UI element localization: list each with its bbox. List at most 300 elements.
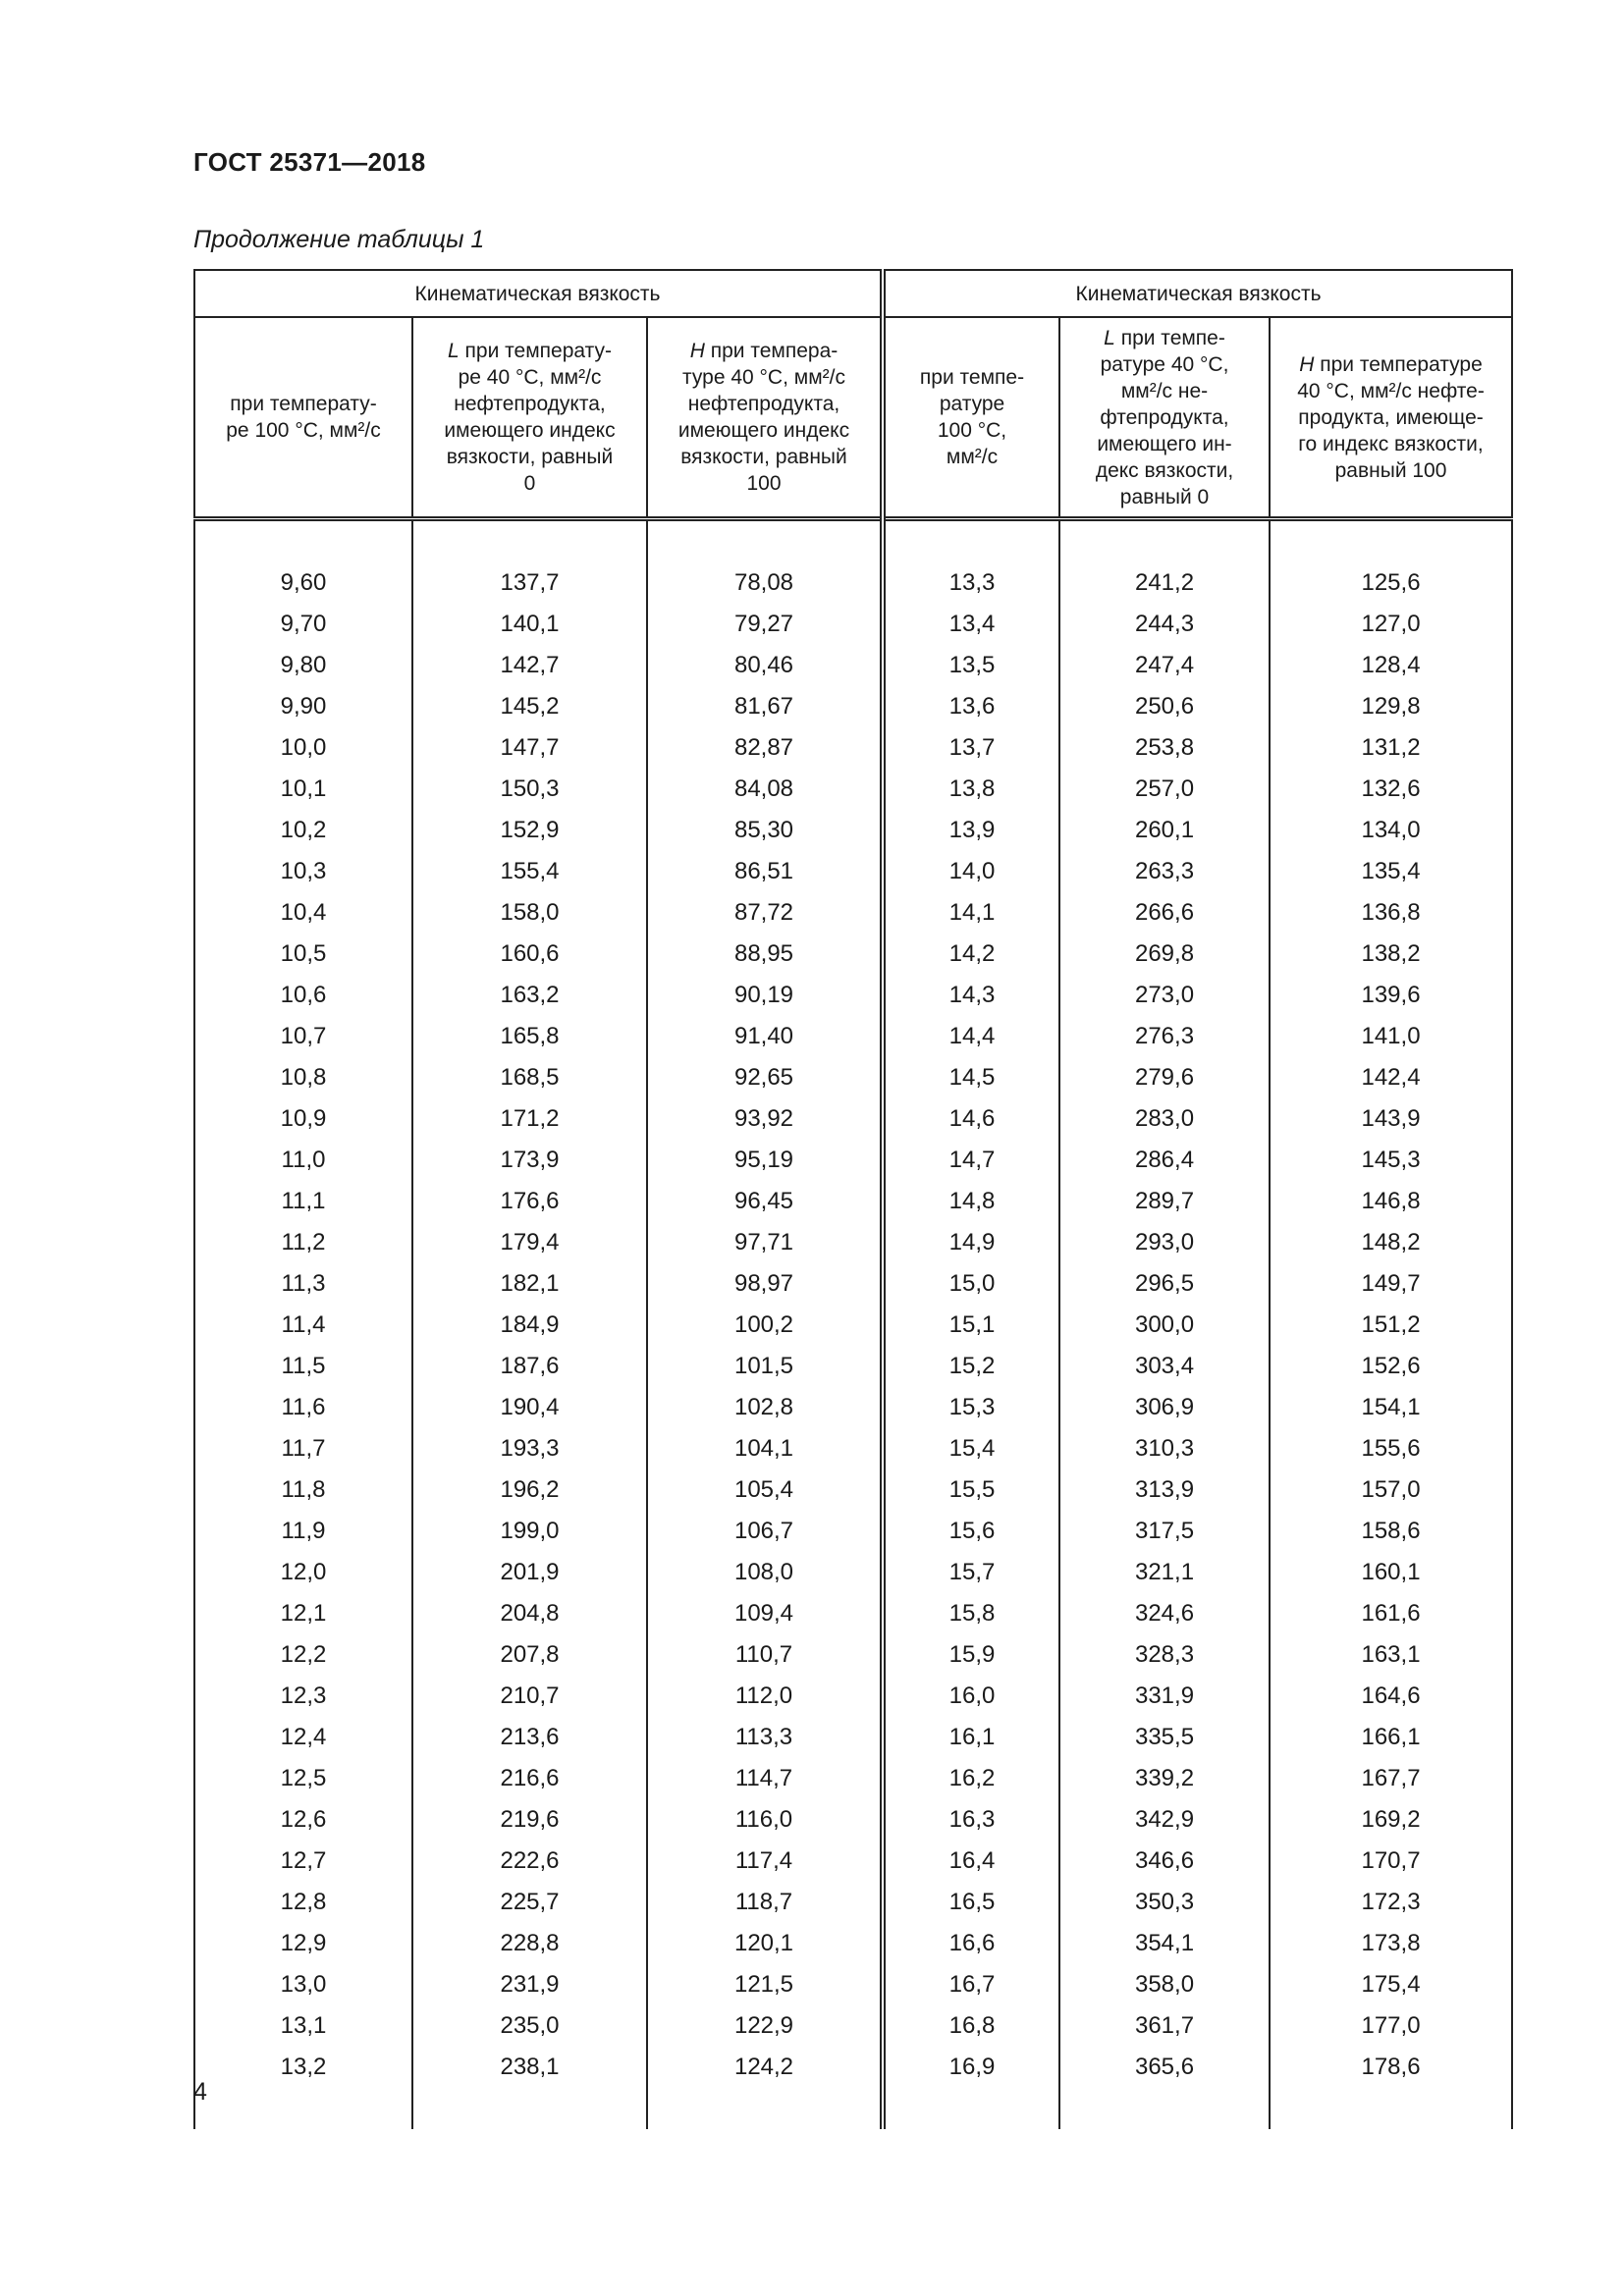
table-row [194, 1387, 1512, 1428]
table-cell: 168,5 [412, 1057, 647, 1098]
table-group-header-row [194, 270, 1512, 317]
table-cell: 145,3 [1270, 1140, 1512, 1181]
table-row [194, 1346, 1512, 1387]
table-row [194, 1593, 1512, 1634]
spacer-cell [883, 2088, 1059, 2129]
table-cell: 11,8 [194, 1469, 412, 1511]
table-cell: 10,7 [194, 1016, 412, 1057]
table-row [194, 1676, 1512, 1717]
table-row [194, 1717, 1512, 1758]
table-row [194, 1758, 1512, 1799]
table-cell: 15,0 [883, 1263, 1059, 1305]
column-header-line: равный 100 [1334, 458, 1447, 482]
table-cell: 12,4 [194, 1717, 412, 1758]
table-cell: 138,2 [1270, 934, 1512, 975]
table-cell: 222,6 [412, 1841, 647, 1882]
table-cell: 342,9 [1059, 1799, 1270, 1841]
table-cell: 110,7 [647, 1634, 883, 1676]
table-row [194, 1469, 1512, 1511]
group-header-left: Кинематическая вязкость [194, 270, 883, 317]
table-cell: 140,1 [412, 604, 647, 645]
table-cell: 122,9 [647, 2005, 883, 2047]
spacer-cell [412, 2088, 647, 2129]
table-cell: 155,6 [1270, 1428, 1512, 1469]
spacer-cell [883, 519, 1059, 563]
table-cell: 182,1 [412, 1263, 647, 1305]
table-cell: 324,6 [1059, 1593, 1270, 1634]
table-cell: 204,8 [412, 1593, 647, 1634]
table-cell: 365,6 [1059, 2047, 1270, 2088]
table-cell: 269,8 [1059, 934, 1270, 975]
table-cell: 137,7 [412, 562, 647, 604]
table-cell: 78,08 [647, 562, 883, 604]
table-cell: 350,3 [1059, 1882, 1270, 1923]
table-row [194, 645, 1512, 686]
table-cell: 113,3 [647, 1717, 883, 1758]
table-cell: 82,87 [647, 727, 883, 769]
table-cell: 91,40 [647, 1016, 883, 1057]
column-header-1 [194, 317, 412, 519]
column-header-line: мм²/с [946, 446, 999, 468]
table-cell: 11,6 [194, 1387, 412, 1428]
table-cell: 149,7 [1270, 1263, 1512, 1305]
table-cell: 169,2 [1270, 1799, 1512, 1841]
group-header-right: Кинематическая вязкость [883, 270, 1512, 317]
document-code: ГОСТ 25371—2018 [193, 147, 426, 177]
table-cell: 92,65 [647, 1057, 883, 1098]
table-cell: 321,1 [1059, 1552, 1270, 1593]
table-cell: 117,4 [647, 1841, 883, 1882]
table-cell: 179,4 [412, 1222, 647, 1263]
table-caption: Продолжение таблицы 1 [193, 226, 485, 253]
table-cell: 279,6 [1059, 1057, 1270, 1098]
table-cell: 15,5 [883, 1469, 1059, 1511]
table-cell: 296,5 [1059, 1263, 1270, 1305]
table-row [194, 769, 1512, 810]
table-cell: 177,0 [1270, 2005, 1512, 2047]
table-cell: 164,6 [1270, 1676, 1512, 1717]
table-cell: 339,2 [1059, 1758, 1270, 1799]
table-cell: 10,9 [194, 1098, 412, 1140]
table-cell: 10,1 [194, 769, 412, 810]
table-cell: 139,6 [1270, 975, 1512, 1016]
table-cell: 213,6 [412, 1717, 647, 1758]
table-cell: 141,0 [1270, 1016, 1512, 1057]
spacer-cell [1059, 519, 1270, 563]
table-cell: 80,46 [647, 645, 883, 686]
table-cell: 163,2 [412, 975, 647, 1016]
table-cell: 12,5 [194, 1758, 412, 1799]
table-cell: 13,8 [883, 769, 1059, 810]
table-cell: 310,3 [1059, 1428, 1270, 1469]
table-row [194, 2005, 1512, 2047]
table-cell: 101,5 [647, 1346, 883, 1387]
column-header-line: нефтепродукта, [454, 393, 606, 415]
table-row [194, 1016, 1512, 1057]
page-number: 4 [193, 2078, 207, 2106]
table-cell: 84,08 [647, 769, 883, 810]
column-header-line: продукта, имеюще- [1298, 405, 1484, 429]
table-cell: 14,8 [883, 1181, 1059, 1222]
table-row [194, 1552, 1512, 1593]
table-cell: 172,3 [1270, 1882, 1512, 1923]
table-cell: 143,9 [1270, 1098, 1512, 1140]
table-cell: 13,3 [883, 562, 1059, 604]
table-cell: 210,7 [412, 1676, 647, 1717]
table-cell: 9,60 [194, 562, 412, 604]
table-cell: 152,9 [412, 810, 647, 851]
table-cell: 163,1 [1270, 1634, 1512, 1676]
table-cell: 354,1 [1059, 1923, 1270, 1964]
spacer-cell [194, 519, 412, 563]
table-cell: 121,5 [647, 1964, 883, 2005]
table-cell: 11,4 [194, 1305, 412, 1346]
table-cell: 293,0 [1059, 1222, 1270, 1263]
column-header-line: имеющего ин- [1097, 432, 1232, 455]
table-cell: 263,3 [1059, 851, 1270, 892]
table-row [194, 1263, 1512, 1305]
table-cell: 128,4 [1270, 645, 1512, 686]
table-cell: 124,2 [647, 2047, 883, 2088]
table-cell: 190,4 [412, 1387, 647, 1428]
table-cell: 187,6 [412, 1346, 647, 1387]
column-header-line: L при темпе- [1104, 326, 1225, 349]
column-header-line: ратуре [939, 393, 1005, 415]
table-row [194, 892, 1512, 934]
table-cell: 135,4 [1270, 851, 1512, 892]
table-cell: 161,6 [1270, 1593, 1512, 1634]
spacer-cell [1270, 2088, 1512, 2129]
column-header-3 [647, 317, 883, 519]
table-cell: 160,1 [1270, 1552, 1512, 1593]
table-cell: 155,4 [412, 851, 647, 892]
table-cell: 16,0 [883, 1676, 1059, 1717]
table-cell: 142,4 [1270, 1057, 1512, 1098]
table-row [194, 1841, 1512, 1882]
table-cell: 85,30 [647, 810, 883, 851]
table-row [194, 1428, 1512, 1469]
table-column-header-row [194, 317, 1512, 519]
table-cell: 15,7 [883, 1552, 1059, 1593]
table-cell: 14,2 [883, 934, 1059, 975]
table-cell: 11,5 [194, 1346, 412, 1387]
table-cell: 176,6 [412, 1181, 647, 1222]
table-cell: 12,3 [194, 1676, 412, 1717]
table-cell: 166,1 [1270, 1717, 1512, 1758]
table-cell: 358,0 [1059, 1964, 1270, 2005]
column-header-line: 100 [746, 472, 782, 495]
table-cell: 129,8 [1270, 686, 1512, 727]
table-row [194, 1964, 1512, 2005]
column-header-line: H при темпера- [689, 340, 839, 362]
table-row [194, 975, 1512, 1016]
table-cell: 132,6 [1270, 769, 1512, 810]
column-header-line: при темпе- [919, 366, 1025, 389]
table-cell: 178,6 [1270, 2047, 1512, 2088]
table-row [194, 1305, 1512, 1346]
table-cell: 14,3 [883, 975, 1059, 1016]
table-row [194, 1057, 1512, 1098]
table-row [194, 604, 1512, 645]
table-cell: 266,6 [1059, 892, 1270, 934]
table-cell: 97,71 [647, 1222, 883, 1263]
table-row [194, 727, 1512, 769]
table-cell: 14,1 [883, 892, 1059, 934]
table-cell: 335,5 [1059, 1717, 1270, 1758]
table-cell: 12,0 [194, 1552, 412, 1593]
table-cell: 196,2 [412, 1469, 647, 1511]
table-cell: 317,5 [1059, 1511, 1270, 1552]
table-cell: 16,1 [883, 1717, 1059, 1758]
table-cell: 13,7 [883, 727, 1059, 769]
table-cell: 9,90 [194, 686, 412, 727]
table-cell: 199,0 [412, 1511, 647, 1552]
table-cell: 15,4 [883, 1428, 1059, 1469]
table-cell: 201,9 [412, 1552, 647, 1593]
table-cell: 219,6 [412, 1799, 647, 1841]
table-cell: 16,8 [883, 2005, 1059, 2047]
spacer-cell [412, 519, 647, 563]
table-cell: 253,8 [1059, 727, 1270, 769]
spacer-cell [1059, 2088, 1270, 2129]
table-cell: 90,19 [647, 975, 883, 1016]
table-cell: 13,0 [194, 1964, 412, 2005]
table-cell: 158,6 [1270, 1511, 1512, 1552]
table-cell: 12,1 [194, 1593, 412, 1634]
table-cell: 170,7 [1270, 1841, 1512, 1882]
table-cell: 157,0 [1270, 1469, 1512, 1511]
column-header-line: равный 0 [1119, 485, 1210, 508]
table-cell: 10,8 [194, 1057, 412, 1098]
table-cell: 16,3 [883, 1799, 1059, 1841]
table-cell: 207,8 [412, 1634, 647, 1676]
table-cell: 193,3 [412, 1428, 647, 1469]
table-cell: 151,2 [1270, 1305, 1512, 1346]
table-cell: 12,6 [194, 1799, 412, 1841]
table-cell: 79,27 [647, 604, 883, 645]
column-header-line: декс вязкости, [1095, 458, 1234, 482]
column-header-line: L при температу- [448, 340, 612, 362]
table-cell: 154,1 [1270, 1387, 1512, 1428]
table-cell: 88,95 [647, 934, 883, 975]
table-cell: 13,1 [194, 2005, 412, 2047]
column-header-line: ре 100 °С, мм²/с [226, 419, 381, 442]
column-header-line: ре 40 °С, мм²/с [458, 366, 602, 389]
table-cell: 235,0 [412, 2005, 647, 2047]
table-cell: 104,1 [647, 1428, 883, 1469]
table-cell: 13,5 [883, 645, 1059, 686]
table-cell: 102,8 [647, 1387, 883, 1428]
column-header-2 [412, 317, 647, 519]
table-cell: 15,2 [883, 1346, 1059, 1387]
table-cell: 173,9 [412, 1140, 647, 1181]
table-cell: 303,4 [1059, 1346, 1270, 1387]
table-row [194, 1882, 1512, 1923]
table-cell: 250,6 [1059, 686, 1270, 727]
table-cell: 244,3 [1059, 604, 1270, 645]
table-cell: 108,0 [647, 1552, 883, 1593]
spacer-cell [194, 2088, 412, 2129]
column-header-line: го индекс вязкости, [1298, 432, 1484, 455]
table-cell: 10,2 [194, 810, 412, 851]
table-cell: 16,4 [883, 1841, 1059, 1882]
table-cell: 216,6 [412, 1758, 647, 1799]
table-cell: 11,3 [194, 1263, 412, 1305]
column-header-line: вязкости, равный [680, 446, 847, 468]
table-cell: 87,72 [647, 892, 883, 934]
column-header-line: нефтепродукта, [687, 393, 840, 415]
table-row [194, 1222, 1512, 1263]
table-row [194, 1511, 1512, 1552]
table-cell: 12,9 [194, 1923, 412, 1964]
column-header-6 [1270, 317, 1512, 519]
table-cell: 260,1 [1059, 810, 1270, 851]
table-cell: 231,9 [412, 1964, 647, 2005]
table-cell: 127,0 [1270, 604, 1512, 645]
column-header-line: имеющего индекс [444, 419, 616, 442]
table-cell: 313,9 [1059, 1469, 1270, 1511]
table-cell: 14,9 [883, 1222, 1059, 1263]
table-cell: 131,2 [1270, 727, 1512, 769]
column-header-line: 100 °С, [937, 419, 1007, 442]
table-cell: 225,7 [412, 1882, 647, 1923]
table-cell: 147,7 [412, 727, 647, 769]
table-cell: 14,6 [883, 1098, 1059, 1140]
table-cell: 247,4 [1059, 645, 1270, 686]
table-cell: 171,2 [412, 1098, 647, 1140]
table-row [194, 1181, 1512, 1222]
column-header-line: 0 [523, 472, 536, 495]
table-cell: 81,67 [647, 686, 883, 727]
table-cell: 15,1 [883, 1305, 1059, 1346]
table-cell: 16,2 [883, 1758, 1059, 1799]
table-cell: 228,8 [412, 1923, 647, 1964]
spacer-cell [1270, 519, 1512, 563]
table-cell: 14,5 [883, 1057, 1059, 1098]
table-cell: 11,2 [194, 1222, 412, 1263]
table-cell: 13,6 [883, 686, 1059, 727]
table-row [194, 1634, 1512, 1676]
column-header-line: имеющего индекс [677, 419, 850, 442]
table-cell: 150,3 [412, 769, 647, 810]
table-cell: 134,0 [1270, 810, 1512, 851]
table-cell: 15,8 [883, 1593, 1059, 1634]
column-header-line: фтепродукта, [1100, 405, 1229, 429]
table-cell: 15,6 [883, 1511, 1059, 1552]
column-header-line: H при температуре [1299, 352, 1483, 376]
column-header-line: при температу- [230, 393, 377, 415]
table-cell: 16,5 [883, 1882, 1059, 1923]
table-cell: 15,3 [883, 1387, 1059, 1428]
table-cell: 238,1 [412, 2047, 647, 2088]
table-row [194, 810, 1512, 851]
table-row [194, 1799, 1512, 1841]
table-cell: 257,0 [1059, 769, 1270, 810]
table-cell: 13,2 [194, 2047, 412, 2088]
column-header-line: 40 °С, мм²/с нефте- [1297, 379, 1485, 402]
table-cell: 10,5 [194, 934, 412, 975]
table-body [194, 519, 1512, 2130]
table-cell: 11,0 [194, 1140, 412, 1181]
spacer-cell [647, 519, 883, 563]
table-cell: 346,6 [1059, 1841, 1270, 1882]
table-cell: 9,80 [194, 645, 412, 686]
table-row [194, 562, 1512, 604]
table-cell: 142,7 [412, 645, 647, 686]
table-row [194, 1140, 1512, 1181]
spacer-cell [647, 2088, 883, 2129]
table-cell: 331,9 [1059, 1676, 1270, 1717]
table-cell: 361,7 [1059, 2005, 1270, 2047]
table-cell: 283,0 [1059, 1098, 1270, 1140]
table-cell: 93,92 [647, 1098, 883, 1140]
table-cell: 152,6 [1270, 1346, 1512, 1387]
table-cell: 10,0 [194, 727, 412, 769]
table-cell: 112,0 [647, 1676, 883, 1717]
table-cell: 286,4 [1059, 1140, 1270, 1181]
table-row [194, 851, 1512, 892]
table-cell: 146,8 [1270, 1181, 1512, 1222]
table-cell: 96,45 [647, 1181, 883, 1222]
table-cell: 13,4 [883, 604, 1059, 645]
table-cell: 16,6 [883, 1923, 1059, 1964]
table-cell: 9,70 [194, 604, 412, 645]
table-cell: 145,2 [412, 686, 647, 727]
table-spacer-row [194, 2088, 1512, 2129]
table-cell: 148,2 [1270, 1222, 1512, 1263]
table-cell: 300,0 [1059, 1305, 1270, 1346]
table-cell: 95,19 [647, 1140, 883, 1181]
table-cell: 100,2 [647, 1305, 883, 1346]
table-cell: 328,3 [1059, 1634, 1270, 1676]
table-cell: 118,7 [647, 1882, 883, 1923]
table-cell: 11,1 [194, 1181, 412, 1222]
column-header-line: вязкости, равный [446, 446, 614, 468]
viscosity-table [193, 269, 1513, 2129]
table-cell: 86,51 [647, 851, 883, 892]
table-cell: 12,8 [194, 1882, 412, 1923]
table-cell: 120,1 [647, 1923, 883, 1964]
table-row [194, 1098, 1512, 1140]
table-cell: 160,6 [412, 934, 647, 975]
table-cell: 167,7 [1270, 1758, 1512, 1799]
table-cell: 136,8 [1270, 892, 1512, 934]
table-spacer-row [194, 519, 1512, 563]
table-cell: 165,8 [412, 1016, 647, 1057]
column-header-5 [1059, 317, 1270, 519]
table-cell: 106,7 [647, 1511, 883, 1552]
column-header-4 [883, 317, 1059, 519]
table-cell: 16,9 [883, 2047, 1059, 2088]
table-cell: 105,4 [647, 1469, 883, 1511]
table-cell: 11,9 [194, 1511, 412, 1552]
table-row [194, 2047, 1512, 2088]
table-row [194, 934, 1512, 975]
table-cell: 15,9 [883, 1634, 1059, 1676]
table-cell: 98,97 [647, 1263, 883, 1305]
table-cell: 125,6 [1270, 562, 1512, 604]
table-cell: 158,0 [412, 892, 647, 934]
table-cell: 14,0 [883, 851, 1059, 892]
table-row [194, 686, 1512, 727]
table-row [194, 1923, 1512, 1964]
table-cell: 10,3 [194, 851, 412, 892]
table-cell: 13,9 [883, 810, 1059, 851]
table-cell: 14,7 [883, 1140, 1059, 1181]
table-cell: 16,7 [883, 1964, 1059, 2005]
table-cell: 184,9 [412, 1305, 647, 1346]
column-header-line: ратуре 40 °С, [1100, 352, 1229, 376]
